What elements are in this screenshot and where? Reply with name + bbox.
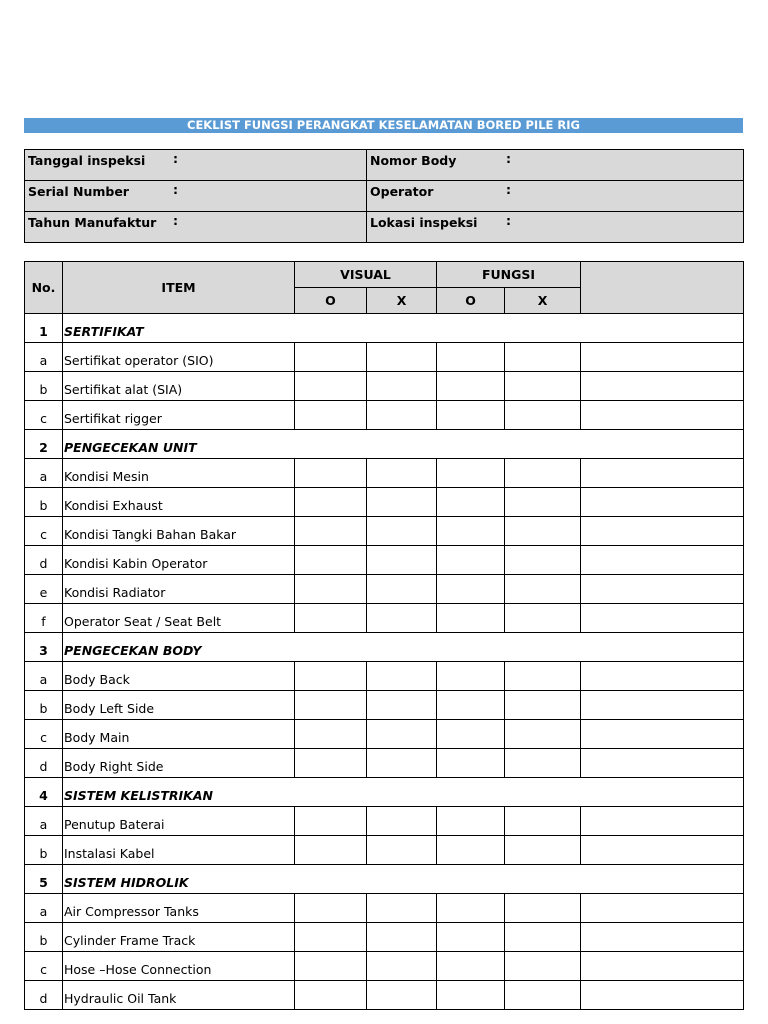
item-letter: b [25,488,63,517]
visual-x-cell[interactable] [367,488,437,517]
item-row [25,343,744,372]
remarks-cell[interactable] [581,662,744,691]
remarks-cell[interactable] [581,894,744,923]
item-label: Sertifikat rigger [63,401,295,430]
visual-o-cell[interactable] [295,517,367,546]
remarks-cell[interactable] [581,459,744,488]
remarks-cell[interactable] [581,807,744,836]
info-label: Tanggal inspeksi [28,153,146,168]
item-letter: b [25,691,63,720]
fungsi-x-cell[interactable] [505,546,581,575]
remarks-cell[interactable] [581,546,744,575]
item-label: Kondisi Kabin Operator [63,546,295,575]
item-row [25,372,744,401]
item-letter: a [25,459,63,488]
fungsi-o-cell[interactable] [437,401,505,430]
remarks-cell[interactable] [581,720,744,749]
item-row [25,923,744,952]
fungsi-x-cell[interactable] [505,720,581,749]
section-number: 3 [25,633,63,662]
visual-o-cell[interactable] [295,604,367,633]
info-cell-nomor-body[interactable] [367,150,744,181]
item-label: Body Right Side [63,749,295,778]
fungsi-x-cell[interactable] [505,604,581,633]
visual-o-cell[interactable] [295,981,367,1010]
section-title: SERTIFIKAT [63,314,744,343]
fungsi-o-cell[interactable] [437,981,505,1010]
visual-x-cell[interactable] [367,343,437,372]
fungsi-x-cell[interactable] [505,836,581,865]
item-row [25,459,744,488]
visual-o-cell[interactable] [295,836,367,865]
header-item: ITEM [63,262,295,314]
section-title: PENGECEKAN UNIT [63,430,744,459]
visual-o-cell[interactable] [295,488,367,517]
fungsi-o-cell[interactable] [437,604,505,633]
header-fungsi-x: X [505,288,581,314]
item-row [25,720,744,749]
item-row [25,662,744,691]
fungsi-x-cell[interactable] [505,749,581,778]
item-row [25,691,744,720]
visual-o-cell[interactable] [295,459,367,488]
item-label: Air Compressor Tanks [63,894,295,923]
fungsi-o-cell[interactable] [437,952,505,981]
fungsi-o-cell[interactable] [437,691,505,720]
info-row [25,150,744,181]
remarks-cell[interactable] [581,575,744,604]
item-letter: c [25,952,63,981]
item-letter: a [25,807,63,836]
section-row [25,633,744,662]
fungsi-x-cell[interactable] [505,662,581,691]
fungsi-o-cell[interactable] [437,923,505,952]
info-cell-serial[interactable] [25,181,367,212]
visual-x-cell[interactable] [367,981,437,1010]
fungsi-o-cell[interactable] [437,343,505,372]
fungsi-x-cell[interactable] [505,807,581,836]
info-label: Serial Number [28,184,129,199]
info-label: Nomor Body [370,153,457,168]
fungsi-o-cell[interactable] [437,488,505,517]
item-label: Sertifikat alat (SIA) [63,372,295,401]
section-row [25,314,744,343]
item-label: Operator Seat / Seat Belt [63,604,295,633]
fungsi-o-cell[interactable] [437,546,505,575]
visual-x-cell[interactable] [367,836,437,865]
visual-o-cell[interactable] [295,401,367,430]
item-label: Cylinder Frame Track [63,923,295,952]
item-row [25,401,744,430]
header-fungsi: FUNGSI [437,262,581,288]
visual-x-cell[interactable] [367,952,437,981]
item-row [25,749,744,778]
fungsi-x-cell[interactable] [505,981,581,1010]
remarks-cell[interactable] [581,836,744,865]
visual-o-cell[interactable] [295,923,367,952]
visual-o-cell[interactable] [295,894,367,923]
info-colon: : [173,182,178,197]
visual-o-cell[interactable] [295,372,367,401]
item-row [25,894,744,923]
visual-x-cell[interactable] [367,749,437,778]
item-label: Kondisi Radiator [63,575,295,604]
section-title: PENGECEKAN BODY [63,633,744,662]
info-label: Operator [370,184,434,199]
fungsi-x-cell[interactable] [505,952,581,981]
fungsi-x-cell[interactable] [505,691,581,720]
item-row [25,488,744,517]
fungsi-x-cell[interactable] [505,401,581,430]
item-letter: c [25,720,63,749]
section-row [25,865,744,894]
fungsi-x-cell[interactable] [505,459,581,488]
remarks-cell[interactable] [581,749,744,778]
info-colon: : [506,213,511,228]
item-label: Body Back [63,662,295,691]
info-colon: : [173,151,178,166]
item-letter: d [25,546,63,575]
item-letter: a [25,662,63,691]
visual-o-cell[interactable] [295,662,367,691]
visual-x-cell[interactable] [367,372,437,401]
remarks-cell[interactable] [581,604,744,633]
info-cell-operator[interactable] [367,181,744,212]
visual-o-cell[interactable] [295,720,367,749]
header-blank [581,262,744,314]
item-letter: b [25,836,63,865]
section-title: SISTEM HIDROLIK [63,865,744,894]
info-cell-tanggal[interactable] [25,150,367,181]
item-row [25,836,744,865]
visual-x-cell[interactable] [367,401,437,430]
section-row [25,778,744,807]
item-letter: a [25,343,63,372]
item-letter: d [25,749,63,778]
header-visual: VISUAL [295,262,437,288]
visual-x-cell[interactable] [367,546,437,575]
section-number: 2 [25,430,63,459]
item-label: Body Left Side [63,691,295,720]
fungsi-x-cell[interactable] [505,372,581,401]
item-label: Hydraulic Oil Tank [63,981,295,1010]
fungsi-o-cell[interactable] [437,575,505,604]
item-row [25,952,744,981]
item-letter: d [25,981,63,1010]
section-number: 1 [25,314,63,343]
checklist-table [24,261,744,1010]
section-row [25,430,744,459]
visual-o-cell[interactable] [295,575,367,604]
visual-x-cell[interactable] [367,923,437,952]
info-colon: : [173,213,178,228]
section-number: 5 [25,865,63,894]
item-row [25,807,744,836]
header-visual-x: X [367,288,437,314]
visual-o-cell[interactable] [295,343,367,372]
item-row [25,981,744,1010]
section-number: 4 [25,778,63,807]
fungsi-o-cell[interactable] [437,749,505,778]
info-colon: : [506,151,511,166]
item-row [25,546,744,575]
fungsi-o-cell[interactable] [437,894,505,923]
item-label: Penutup Baterai [63,807,295,836]
fungsi-o-cell[interactable] [437,372,505,401]
fungsi-x-cell[interactable] [505,517,581,546]
info-label: Lokasi inspeksi [370,215,478,230]
item-letter: f [25,604,63,633]
visual-x-cell[interactable] [367,517,437,546]
remarks-cell[interactable] [581,488,744,517]
item-letter: a [25,894,63,923]
fungsi-o-cell[interactable] [437,662,505,691]
item-row [25,575,744,604]
fungsi-x-cell[interactable] [505,923,581,952]
fungsi-o-cell[interactable] [437,517,505,546]
remarks-cell[interactable] [581,401,744,430]
visual-x-cell[interactable] [367,662,437,691]
item-label: Hose –Hose Connection [63,952,295,981]
info-row [25,181,744,212]
fungsi-o-cell[interactable] [437,807,505,836]
visual-x-cell[interactable] [367,894,437,923]
item-row [25,604,744,633]
item-label: Kondisi Mesin [63,459,295,488]
visual-x-cell[interactable] [367,604,437,633]
info-colon: : [506,182,511,197]
info-cell-lokasi[interactable] [367,212,744,243]
inspection-info-table [24,149,744,243]
visual-x-cell[interactable] [367,575,437,604]
remarks-cell[interactable] [581,372,744,401]
fungsi-x-cell[interactable] [505,343,581,372]
fungsi-o-cell[interactable] [437,836,505,865]
remarks-cell[interactable] [581,343,744,372]
visual-x-cell[interactable] [367,691,437,720]
visual-x-cell[interactable] [367,459,437,488]
info-row [25,212,744,243]
item-label: Kondisi Tangki Bahan Bakar [63,517,295,546]
item-letter: c [25,401,63,430]
item-label: Instalasi Kabel [63,836,295,865]
info-label: Tahun Manufaktur [28,215,157,230]
fungsi-o-cell[interactable] [437,720,505,749]
section-title: SISTEM KELISTRIKAN [63,778,744,807]
fungsi-x-cell[interactable] [505,894,581,923]
visual-o-cell[interactable] [295,546,367,575]
header-visual-o: O [295,288,367,314]
visual-o-cell[interactable] [295,749,367,778]
remarks-cell[interactable] [581,952,744,981]
remarks-cell[interactable] [581,517,744,546]
item-label: Sertifikat operator (SIO) [63,343,295,372]
header-no: No. [25,262,63,314]
item-letter: b [25,923,63,952]
item-letter: e [25,575,63,604]
fungsi-o-cell[interactable] [437,459,505,488]
visual-x-cell[interactable] [367,807,437,836]
remarks-cell[interactable] [581,691,744,720]
checklist-body [25,314,744,1010]
item-letter: c [25,517,63,546]
header-fungsi-o: O [437,288,505,314]
info-cell-tahun[interactable] [25,212,367,243]
item-row [25,517,744,546]
visual-x-cell[interactable] [367,720,437,749]
visual-o-cell[interactable] [295,952,367,981]
item-letter: b [25,372,63,401]
remarks-cell[interactable] [581,981,744,1010]
form-title: CEKLIST FUNGSI PERANGKAT KESELAMATAN BORED PILE RIG [24,118,743,133]
remarks-cell[interactable] [581,923,744,952]
item-label: Kondisi Exhaust [63,488,295,517]
fungsi-x-cell[interactable] [505,575,581,604]
fungsi-x-cell[interactable] [505,488,581,517]
visual-o-cell[interactable] [295,691,367,720]
item-label: Body Main [63,720,295,749]
visual-o-cell[interactable] [295,807,367,836]
